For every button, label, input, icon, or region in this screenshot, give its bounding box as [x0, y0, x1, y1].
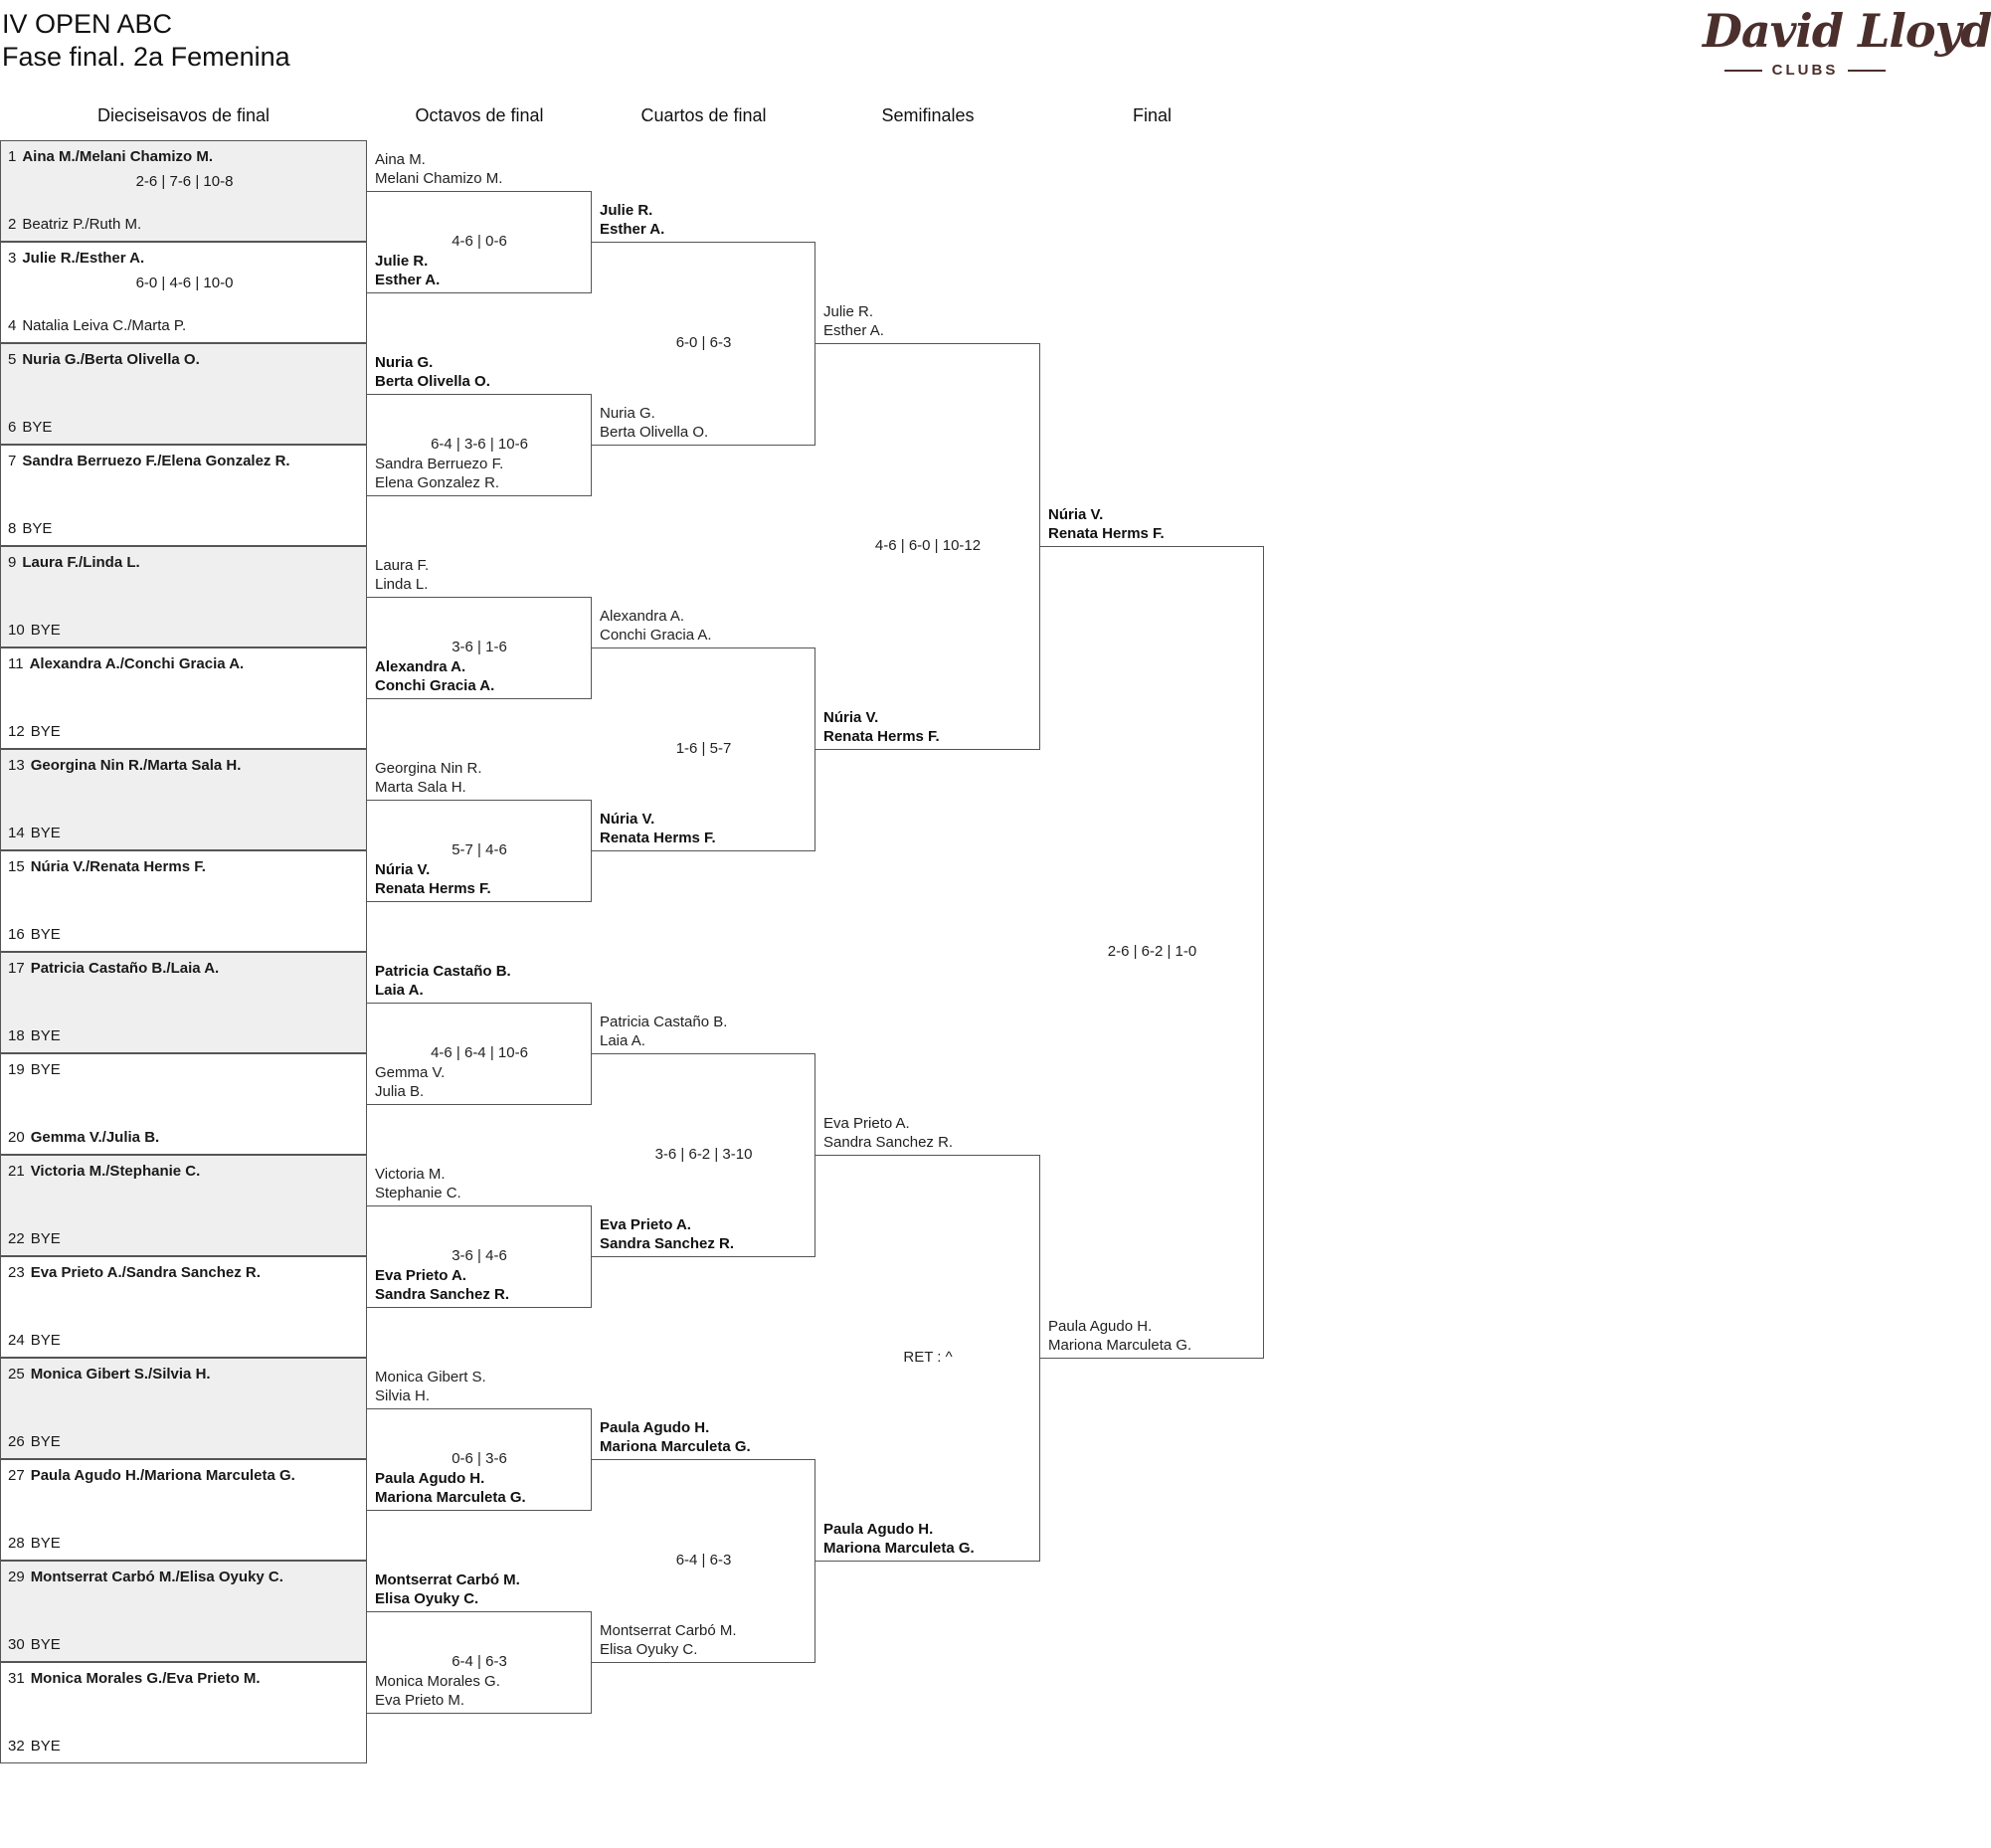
- r1-team-top: [8, 453, 290, 470]
- player-name: Conchi Gracia A.: [600, 627, 712, 644]
- player-name: Patricia Castaño B.: [375, 963, 511, 980]
- team-name: BYE: [30, 1027, 61, 1044]
- seed-number: 14: [8, 825, 25, 841]
- team-name: Patricia Castaño B./Laia A.: [30, 960, 220, 977]
- team-name: Monica Gibert S./Silvia H.: [30, 1366, 211, 1383]
- r1-team-bottom: [8, 1230, 61, 1248]
- match-score: 2-6 | 6-2 | 1-0: [1107, 943, 1197, 960]
- seed-number: 23: [8, 1264, 25, 1281]
- player-name: Sandra Sanchez R.: [823, 1134, 954, 1151]
- logo-wordmark: David Lloyd: [1703, 4, 1991, 58]
- team-name: Núria V./Renata Herms F.: [30, 858, 206, 875]
- player-name: Nuria G.: [375, 354, 434, 371]
- team-top: [600, 607, 712, 645]
- player-name: Monica Gibert S.: [375, 1369, 486, 1386]
- player-name: Paula Agudo H.: [375, 1470, 485, 1487]
- r1-match-box: [0, 1662, 367, 1763]
- r1-team-bottom: [8, 1636, 61, 1654]
- round-header-dieciseisavos: Dieciseisavos de final: [96, 105, 271, 125]
- r1-match-box: [0, 1155, 367, 1256]
- seed-number: 15: [8, 858, 25, 875]
- player-name: Marta Sala H.: [375, 779, 466, 796]
- team-top: [600, 201, 664, 239]
- player-name: Sandra Berruezo F.: [375, 456, 504, 472]
- seed-number: 3: [8, 250, 17, 267]
- r1-match-box: [0, 445, 367, 546]
- r1-match-box: [0, 242, 367, 343]
- r1-match-box: [0, 546, 367, 647]
- player-name: Esther A.: [823, 322, 884, 339]
- team-bottom: [823, 708, 940, 746]
- match-score: 1-6 | 5-7: [675, 740, 732, 757]
- seed-number: 31: [8, 1670, 25, 1687]
- player-name: Montserrat Carbó M.: [375, 1571, 520, 1588]
- r1-team-top: [8, 1264, 261, 1282]
- match-score: 4-6 | 6-4 | 10-6: [431, 1044, 528, 1061]
- team-bottom: [375, 1672, 500, 1710]
- seed-number: 5: [8, 351, 17, 368]
- player-name: Mariona Marculeta G.: [823, 1540, 975, 1557]
- r1-match-box: [0, 749, 367, 850]
- r1-match-box: [0, 952, 367, 1053]
- team-name: Victoria M./Stephanie C.: [30, 1163, 201, 1180]
- seed-number: 4: [8, 317, 17, 334]
- r1-team-top: [8, 250, 144, 268]
- david-lloyd-logo: [1703, 0, 1991, 86]
- player-name: Mariona Marculeta G.: [600, 1438, 751, 1455]
- seed-number: 2: [8, 216, 17, 233]
- r1-team-top: [8, 1467, 295, 1485]
- r1-team-top: [8, 351, 200, 369]
- r1-team-top: [8, 1366, 211, 1384]
- player-name: Berta Olivella O.: [600, 424, 709, 441]
- r1-team-bottom: [8, 216, 141, 234]
- r1-match-box: [0, 1358, 367, 1459]
- r1-team-bottom: [8, 723, 61, 741]
- team-top: [375, 759, 482, 797]
- team-top: [600, 1013, 727, 1050]
- team-name: Alexandra A./Conchi Gracia A.: [29, 655, 245, 672]
- player-name: Paula Agudo H.: [1048, 1318, 1153, 1335]
- player-name: Berta Olivella O.: [375, 373, 490, 390]
- player-name: Montserrat Carbó M.: [600, 1622, 737, 1639]
- player-name: Esther A.: [375, 272, 441, 288]
- player-name: Eva Prieto A.: [375, 1267, 466, 1284]
- r1-team-top: [8, 1569, 283, 1586]
- match-score: 6-4 | 6-3: [675, 1552, 732, 1569]
- seed-number: 24: [8, 1332, 25, 1349]
- r1-team-top: [8, 1061, 61, 1079]
- seed-number: 1: [8, 148, 17, 165]
- team-bottom: [600, 404, 708, 442]
- team-name: BYE: [22, 419, 53, 436]
- player-name: Eva Prieto A.: [823, 1115, 910, 1132]
- player-name: Paula Agudo H.: [600, 1419, 710, 1436]
- player-name: Núria V.: [1048, 506, 1104, 523]
- team-bottom: [600, 810, 716, 847]
- seed-number: 6: [8, 419, 17, 436]
- team-top: [375, 1165, 461, 1202]
- player-name: Mariona Marculeta G.: [375, 1489, 526, 1506]
- seed-number: 32: [8, 1738, 25, 1755]
- player-name: Elisa Oyuky C.: [600, 1641, 698, 1658]
- player-name: Stephanie C.: [375, 1185, 461, 1201]
- player-name: Esther A.: [600, 221, 665, 238]
- team-name: BYE: [30, 1230, 61, 1247]
- player-name: Laia A.: [600, 1032, 645, 1049]
- r1-team-bottom: [8, 1332, 61, 1350]
- team-name: Eva Prieto A./Sandra Sanchez R.: [30, 1264, 261, 1281]
- team-top: [375, 1571, 520, 1608]
- r1-team-bottom: [8, 622, 61, 640]
- player-name: Sandra Sanchez R.: [375, 1286, 510, 1303]
- r1-team-top: [8, 960, 219, 978]
- team-name: Laura F./Linda L.: [22, 554, 140, 571]
- player-name: Alexandra A.: [375, 658, 466, 675]
- player-name: Elena Gonzalez R.: [375, 474, 500, 491]
- round-header-final: Final: [1132, 105, 1172, 125]
- r1-match-box: [0, 1561, 367, 1662]
- team-name: Georgina Nin R./Marta Sala H.: [30, 757, 242, 774]
- seed-number: 21: [8, 1163, 25, 1180]
- player-name: Linda L.: [375, 576, 429, 593]
- seed-number: 17: [8, 960, 25, 977]
- team-name: BYE: [30, 825, 61, 841]
- r1-team-bottom: [8, 419, 52, 437]
- match-score: 2-6 | 7-6 | 10-8: [135, 173, 234, 190]
- r1-team-top: [8, 554, 140, 572]
- player-name: Eva Prieto M.: [375, 1692, 465, 1709]
- seed-number: 11: [8, 655, 24, 672]
- team-bottom: [375, 455, 503, 492]
- team-bottom: [375, 1469, 526, 1507]
- team-name: BYE: [22, 520, 53, 537]
- match-score: 3-6 | 6-2 | 3-10: [654, 1146, 753, 1163]
- team-name: Montserrat Carbó M./Elisa Oyuky C.: [30, 1569, 283, 1585]
- player-name: Paula Agudo H.: [823, 1521, 934, 1538]
- player-name: Patricia Castaño B.: [600, 1014, 728, 1030]
- round-header-semifinales: Semifinales: [881, 105, 975, 125]
- r1-team-bottom: [8, 1129, 159, 1147]
- r1-team-bottom: [8, 926, 61, 944]
- team-name: Nuria G./Berta Olivella O.: [22, 351, 200, 368]
- player-name: Conchi Gracia A.: [375, 677, 495, 694]
- match-score: RET : ^: [903, 1349, 953, 1366]
- team-top: [600, 1418, 751, 1456]
- team-name: BYE: [30, 723, 61, 740]
- match-score: 6-0 | 4-6 | 10-0: [135, 275, 234, 291]
- player-name: Aina M.: [375, 151, 426, 168]
- team-name: Monica Morales G./Eva Prieto M.: [30, 1670, 261, 1687]
- seed-number: 13: [8, 757, 25, 774]
- player-name: Julie R.: [823, 303, 874, 320]
- team-top: [823, 1114, 953, 1152]
- match-score: 4-6 | 0-6: [452, 233, 507, 250]
- team-bottom: [375, 1063, 445, 1101]
- match-score: 5-7 | 4-6: [452, 841, 507, 858]
- r1-team-top: [8, 655, 244, 673]
- team-bottom: [375, 657, 494, 695]
- team-name: Gemma V./Julia B.: [30, 1129, 160, 1146]
- r1-team-bottom: [8, 1535, 61, 1553]
- team-name: BYE: [30, 1636, 61, 1653]
- team-bottom: [823, 1520, 975, 1558]
- round-header-cuartos: Cuartos de final: [640, 105, 767, 125]
- r1-team-bottom: [8, 1738, 61, 1756]
- r1-team-bottom: [8, 825, 61, 842]
- page-subtitle: Fase final. 2a Femenina: [2, 42, 290, 72]
- seed-number: 25: [8, 1366, 25, 1383]
- player-name: Eva Prieto A.: [600, 1216, 691, 1233]
- seed-number: 30: [8, 1636, 25, 1653]
- player-name: Sandra Sanchez R.: [600, 1235, 735, 1252]
- team-name: Sandra Berruezo F./Elena Gonzalez R.: [22, 453, 290, 469]
- team-name: Julie R./Esther A.: [22, 250, 145, 267]
- team-top: [823, 302, 884, 340]
- team-name: BYE: [30, 1332, 61, 1349]
- team-name: BYE: [30, 1738, 61, 1755]
- team-name: BYE: [30, 1433, 61, 1450]
- seed-number: 8: [8, 520, 17, 537]
- player-name: Julie R.: [375, 253, 429, 270]
- team-bottom: [375, 860, 491, 898]
- player-name: Alexandra A.: [600, 608, 685, 625]
- seed-number: 16: [8, 926, 25, 943]
- match-score: 3-6 | 4-6: [452, 1247, 507, 1264]
- team-top: [375, 150, 502, 188]
- player-name: Renata Herms F.: [600, 830, 716, 846]
- seed-number: 7: [8, 453, 17, 469]
- team-name: BYE: [30, 1061, 61, 1078]
- r1-team-top: [8, 858, 206, 876]
- logo-subtitle: CLUBS: [1703, 62, 1907, 80]
- player-name: Victoria M.: [375, 1166, 446, 1183]
- round-header-octavos: Octavos de final: [415, 105, 544, 125]
- team-name: Beatriz P./Ruth M.: [22, 216, 142, 233]
- team-bottom: [375, 252, 440, 289]
- match-score: 0-6 | 3-6: [452, 1450, 507, 1467]
- seed-number: 27: [8, 1467, 25, 1484]
- player-name: Nuria G.: [600, 405, 655, 422]
- team-bottom: [600, 1215, 734, 1253]
- player-name: Núria V.: [600, 811, 655, 828]
- team-bottom: [375, 1266, 509, 1304]
- r1-team-top: [8, 1670, 261, 1688]
- player-name: Mariona Marculeta G.: [1048, 1337, 1192, 1354]
- page-title: IV OPEN ABC: [2, 9, 173, 39]
- player-name: Renata Herms F.: [823, 728, 940, 745]
- seed-number: 20: [8, 1129, 25, 1146]
- seed-number: 10: [8, 622, 25, 639]
- team-top: [375, 556, 429, 594]
- seed-number: 12: [8, 723, 25, 740]
- match-score: 4-6 | 6-0 | 10-12: [874, 537, 982, 554]
- player-name: Julie R.: [600, 202, 653, 219]
- r1-match-box: [0, 647, 367, 749]
- r1-team-top: [8, 1163, 200, 1181]
- player-name: Julia B.: [375, 1083, 425, 1100]
- r1-match-box: [0, 850, 367, 952]
- seed-number: 28: [8, 1535, 25, 1552]
- r1-team-bottom: [8, 317, 186, 335]
- team-name: Aina M./Melani Chamizo M.: [22, 148, 214, 165]
- team-top: [1048, 505, 1165, 543]
- player-name: Georgina Nin R.: [375, 760, 482, 777]
- match-score: 3-6 | 1-6: [452, 639, 507, 655]
- r1-match-box: [0, 1053, 367, 1155]
- player-name: Gemma V.: [375, 1064, 446, 1081]
- player-name: Melani Chamizo M.: [375, 170, 503, 187]
- r1-team-top: [8, 757, 241, 775]
- team-name: BYE: [30, 622, 61, 639]
- player-name: Monica Morales G.: [375, 1673, 500, 1690]
- team-name: Paula Agudo H./Mariona Marculeta G.: [30, 1467, 295, 1484]
- player-name: Laura F.: [375, 557, 430, 574]
- team-bottom: [1048, 1317, 1191, 1355]
- team-top: [375, 353, 490, 391]
- player-name: Renata Herms F.: [1048, 525, 1165, 542]
- seed-number: 9: [8, 554, 17, 571]
- team-top: [375, 1368, 486, 1405]
- player-name: Laia A.: [375, 982, 424, 999]
- match-score: 6-0 | 6-3: [675, 334, 732, 351]
- team-top: [375, 962, 511, 1000]
- seed-number: 26: [8, 1433, 25, 1450]
- seed-number: 22: [8, 1230, 25, 1247]
- player-name: Núria V.: [375, 861, 431, 878]
- seed-number: 29: [8, 1569, 25, 1585]
- player-name: Silvia H.: [375, 1387, 431, 1404]
- r1-team-top: [8, 148, 213, 166]
- player-name: Elisa Oyuky C.: [375, 1590, 479, 1607]
- r1-team-bottom: [8, 1433, 61, 1451]
- seed-number: 19: [8, 1061, 25, 1078]
- player-name: Renata Herms F.: [375, 880, 491, 897]
- r1-team-bottom: [8, 1027, 61, 1045]
- team-name: BYE: [30, 1535, 61, 1552]
- r1-team-bottom: [8, 520, 52, 538]
- r1-match-box: [0, 140, 367, 242]
- r1-match-box: [0, 1459, 367, 1561]
- r1-match-box: [0, 1256, 367, 1358]
- seed-number: 18: [8, 1027, 25, 1044]
- team-name: Natalia Leiva C./Marta P.: [22, 317, 187, 334]
- team-name: BYE: [30, 926, 61, 943]
- r1-match-box: [0, 343, 367, 445]
- match-score: 6-4 | 3-6 | 10-6: [431, 436, 528, 453]
- player-name: Núria V.: [823, 709, 879, 726]
- match-score: 6-4 | 6-3: [452, 1653, 507, 1670]
- team-bottom: [600, 1621, 737, 1659]
